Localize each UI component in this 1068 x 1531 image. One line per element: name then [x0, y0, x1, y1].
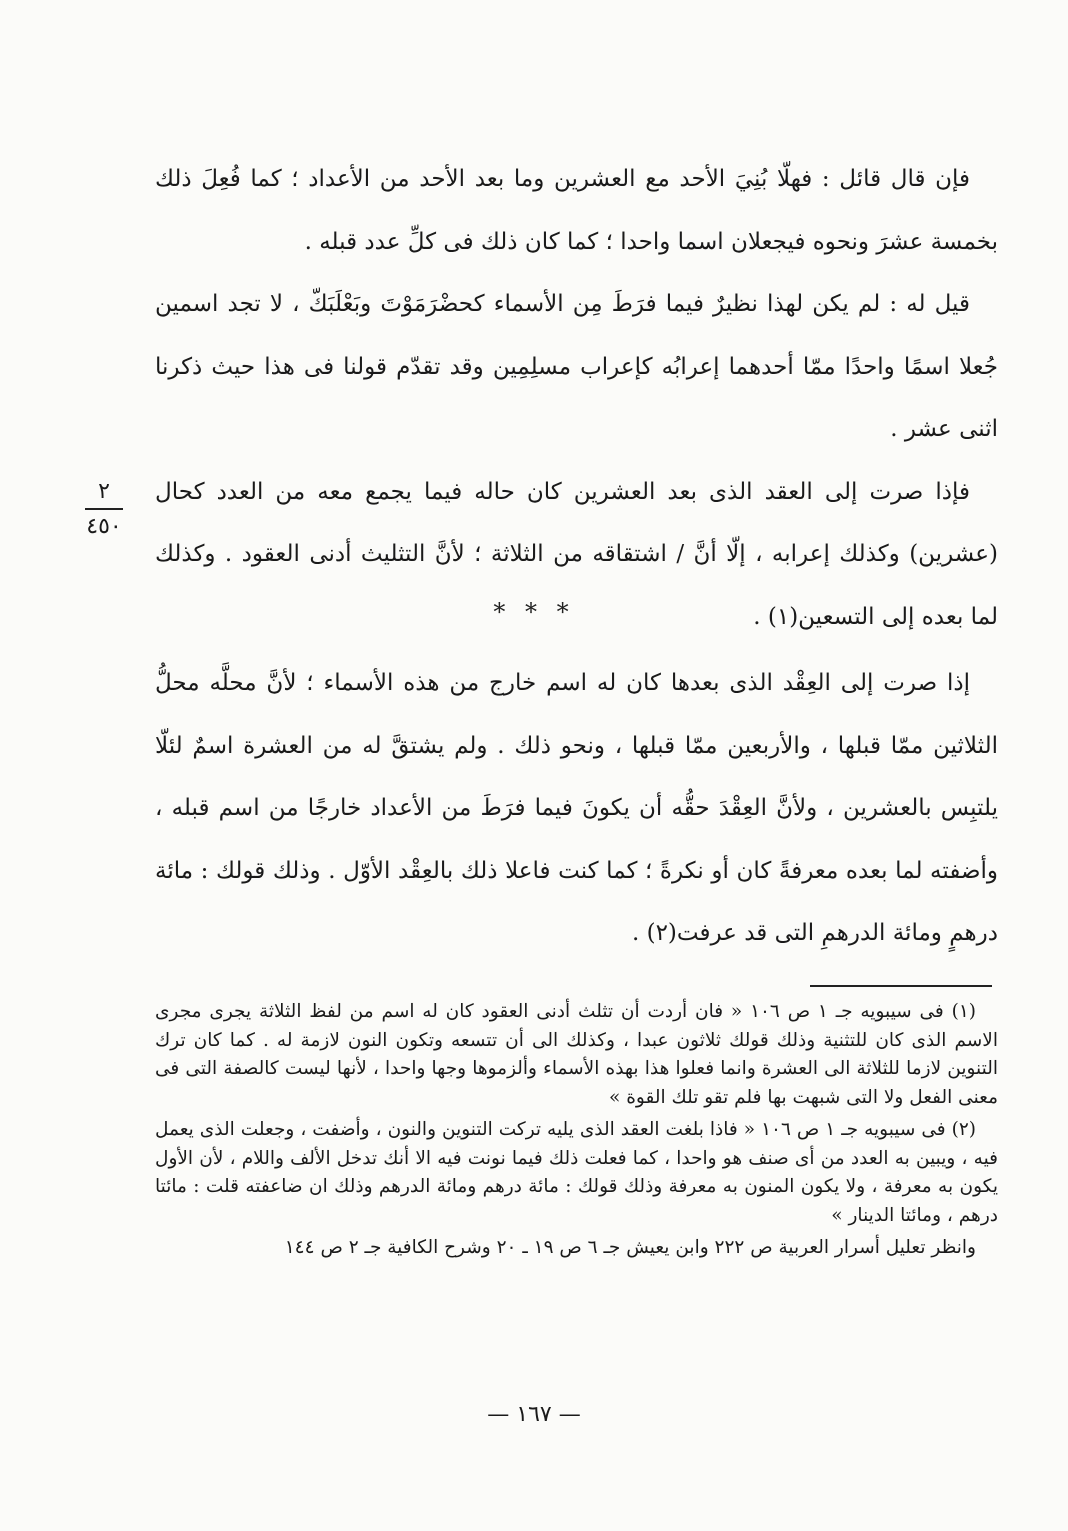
margin-reference-page: ٤٥٠ [86, 514, 122, 539]
paragraph: قيل له : لم يكن لهذا نظيرٌ فيما فرَطَ مِن الأسماء كحضْرَمَوْتَ وبَعْلَبَكّ ، لا تجد اسمين جُعلا اسمًا واحدًا ممّا أحدهما إعرابُه كإعراب مسلِمِين وقد تقدّم قولنا فى هذا حيث ذكرنا اثنى عشر . [155, 291, 998, 442]
footnote-reference: وانظر تعليل أسرار العربية ص ٢٢٢ وابن يعيش جـ ٦ ص ١٩ ـ ٢٠ وشرح الكافية جـ ٢ ص ١٤٤ [284, 1237, 976, 1258]
footnote-divider [810, 985, 992, 987]
footnote-2: (٢) فى سيبويه جـ ١ ص ١٠٦ « فاذا بلغت العقد الذى يليه تركت التنوين والنون ، وأضفت ، وجعلت الذى يعمل فيه ، ويبين به العدد من أى صنف هو واحدا ، كما فعلت ذلك فيما نونت فيه الا أنك تدخل الألف واللام ، لأن الأول يكون به معرفة ، ولا يكون المنون به معرفة وذلك قولك : مائة درهم ومائة الدرهم وذلك ان ضاعفته قلت : مائتا درهم ، ومائتا الدينار » [155, 1119, 998, 1226]
margin-page-reference [72, 478, 136, 541]
main-text-section-2 [155, 652, 998, 965]
footnote-1: (١) فى سيبويه جـ ١ ص ١٠٦ « فان أردت أن تثلث أدنى العقود كان له اسم من لفظ الثلاثة يجرى مجرى الاسم الذى كان للتثنية وذلك قولك ثلاثون عبدا ، وكذلك الى أن تتسعه وتكون النون لازمة له . كما كان ترك التنوين لازما للثلاثة الى العشرة وانما فعلوا هذا بهذه الأسماء وألزموها وجها واحدا ، لأنها ليست كالصفة التى فى معنى الفعل ولا التى شبهت بها فلم تقو تلك القوة » [155, 1001, 998, 1108]
margin-reference-volume: ٢ [85, 478, 123, 510]
paragraph: فإن قال قائل : فهلّا بُنِيَ الأحد مع العشرين وما بعد الأحد من الأعداد ؛ كما فُعِلَ ذلك بخمسة عشرَ ونحوه فيجعلان اسما واحدا ؛ كما كان ذلك فى كلِّ عدد قبله . [155, 166, 998, 255]
section-separator: * * * [493, 598, 575, 626]
main-text-section-1 [155, 148, 998, 648]
page-number: — ١٦٧ — [487, 1402, 581, 1427]
footnotes [155, 998, 998, 1267]
paragraph: إذا صرت إلى العِقْد الذى بعدها كان له اسم خارج من هذه الأسماء ؛ لأنَّ محلَّه محلُّ الثلاثين ممّا قبلها ، والأربعين ممّا قبلها ، ونحو ذلك . ولم يشتقَّ له من العشرة اسمٌ لئلّا يلتبِس بالعشرين ، ولأنَّ العِقْدَ حقُّه أن يكونَ فيما فرَطَ من الأعداد خارجًا من اسم قبله ، وأضفته لما بعده معرفةً كان أو نكرةً ؛ كما كنت فاعلا ذلك بالعِقْد الأوّل . وذلك قولك : مائة درهمٍ ومائة الدرهمِ التى قد عرفت(٢) . [155, 670, 998, 946]
paragraph: فإذا صرت إلى العقد الذى بعد العشرين كان حاله فيما يجمع معه من العدد كحال (عشرين) وكذلك إعرابه ، إلّا أنَّ / اشتقاقه من الثلاثة ؛ لأنَّ التثليث أدنى العقود . وكذلك لما بعده إلى التسعين(١) . [155, 478, 998, 630]
